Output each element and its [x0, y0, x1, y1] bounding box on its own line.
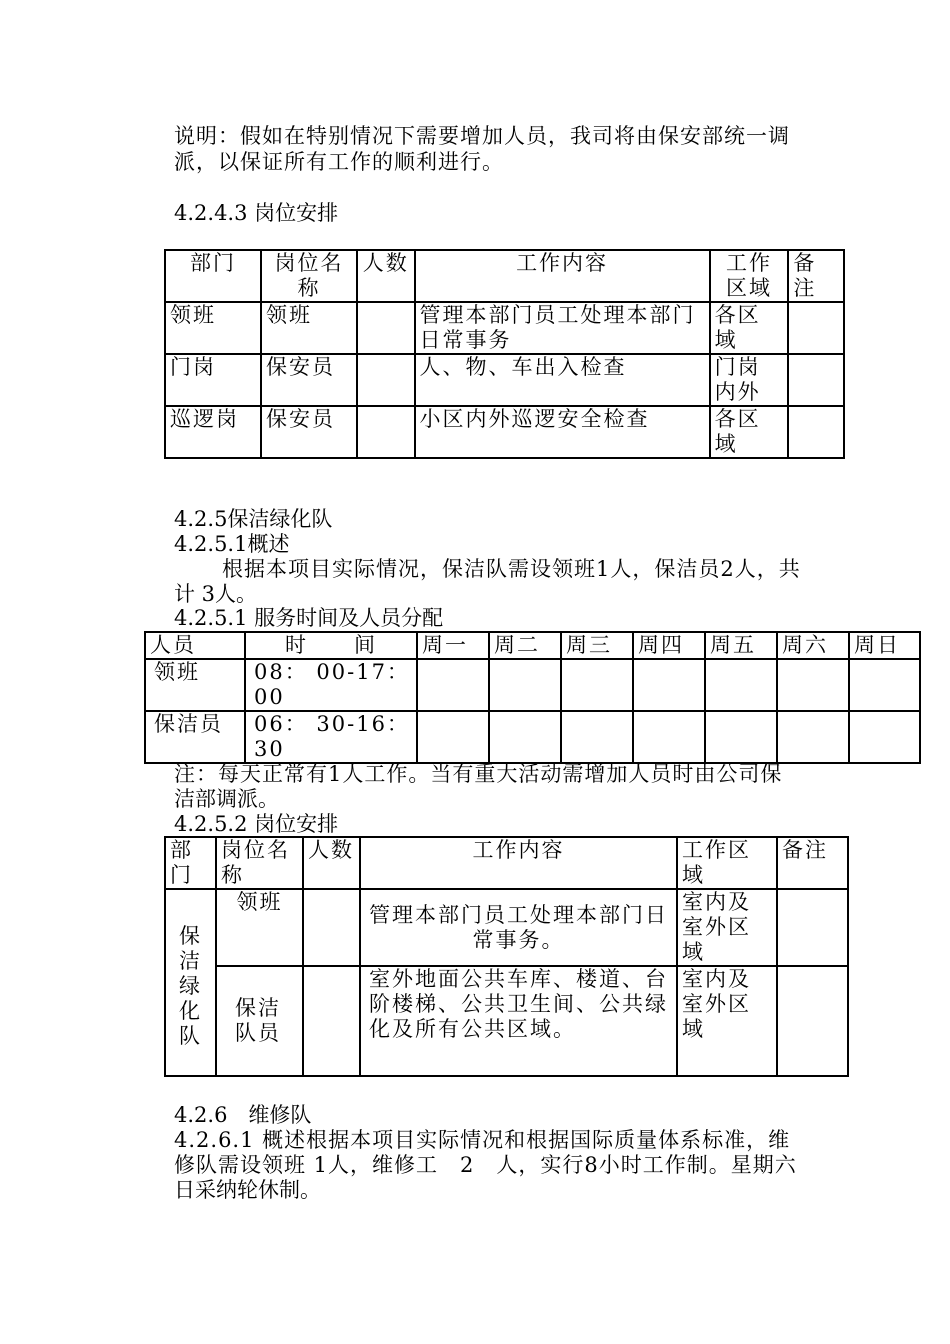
table-cell — [788, 406, 844, 458]
section-426-para-line-2: 修队需设领班 1人，维修工 2 人，实行8小时工作制。星期六 — [174, 1153, 797, 1177]
table-cell: 领班 — [145, 659, 245, 711]
section-426-para-line-3: 日采纳轮休制。 — [174, 1178, 321, 1202]
header-cell: 岗位名称 — [261, 250, 357, 302]
header-cell: 部门 — [165, 837, 216, 889]
header-cell: 人员 — [145, 632, 245, 659]
post-arrangement-table-2 — [164, 836, 849, 1077]
post-arrangement-table-1 — [164, 249, 845, 459]
table-cell: 室内及室外区域 — [677, 889, 777, 966]
table-row — [165, 354, 844, 406]
table-cell: 08： 00-17：00 — [245, 659, 417, 711]
table-cell: 保洁队员 — [216, 966, 303, 1076]
header-cell: 周一 — [417, 632, 489, 659]
header-cell: 人数 — [303, 837, 360, 889]
table-cell — [357, 302, 415, 354]
table-cell — [303, 889, 360, 966]
table-row — [145, 711, 920, 763]
table-cell — [561, 711, 633, 763]
header-cell: 工作区域 — [710, 250, 789, 302]
header-cell: 工作区域 — [677, 837, 777, 889]
table-cell — [849, 659, 920, 711]
section-426-para-line-1: 4.2.6.1 概述根据本项目实际情况和根据国际质量体系标准，维 — [174, 1128, 791, 1152]
header-cell: 周二 — [489, 632, 561, 659]
table-cell: 领班 — [216, 889, 303, 966]
header-cell: 周六 — [777, 632, 849, 659]
header-cell: 工作内容 — [360, 837, 677, 889]
table-cell: 人、物、车出入检查 — [415, 354, 710, 406]
note-line-2: 派，以保证所有工作的顺利进行。 — [174, 150, 504, 174]
header-cell: 岗位名称 — [216, 837, 303, 889]
department-cell: 保洁绿化队 — [165, 889, 216, 1076]
table-cell — [357, 354, 415, 406]
note-2-line-1: 注：每天正常有1人工作。当有重大活动需增加人员时由公司保 — [174, 762, 783, 786]
table-cell: 领班 — [261, 302, 357, 354]
table-cell — [788, 354, 844, 406]
section-4251-para-line-2: 计 3人。 — [174, 582, 258, 606]
note-2-line-2: 洁部调派。 — [174, 787, 279, 811]
table-cell: 06： 30-16：30 — [245, 711, 417, 763]
service-time-heading: 4.2.5.1 服务时间及人员分配 — [174, 606, 444, 630]
table-cell — [357, 406, 415, 458]
table-row — [165, 406, 844, 458]
table-cell — [849, 711, 920, 763]
table-cell: 管理本部门员工处理本部门日常事务 — [415, 302, 710, 354]
table-cell — [633, 711, 705, 763]
table-cell — [777, 659, 849, 711]
table-cell: 各区域 — [710, 302, 789, 354]
section-426-heading: 4.2.6 维修队 — [174, 1103, 312, 1127]
table-cell: 保安员 — [261, 406, 357, 458]
header-cell: 周日 — [849, 632, 920, 659]
header-cell: 备注 — [777, 837, 848, 889]
table-cell — [788, 302, 844, 354]
table-cell — [303, 966, 360, 1076]
table-cell: 保洁员 — [145, 711, 245, 763]
section-4251-para-line-1: 根据本项目实际情况，保洁队需设领班1人，保洁员2人，共 — [222, 557, 801, 581]
table-cell: 小区内外巡逻安全检查 — [415, 406, 710, 458]
section-4252-heading: 4.2.5.2 岗位安排 — [174, 812, 339, 836]
table-cell — [777, 966, 848, 1076]
section-4243-heading: 4.2.4.3 岗位安排 — [174, 201, 339, 225]
table-cell: 门岗内外 — [710, 354, 789, 406]
note-line-1: 说明：假如在特别情况下需要增加人员，我司将由保安部统一调 — [174, 124, 790, 148]
table-cell — [489, 711, 561, 763]
service-schedule-table — [144, 631, 921, 764]
table-cell — [417, 659, 489, 711]
header-cell: 周三 — [561, 632, 633, 659]
table-cell: 门岗 — [165, 354, 261, 406]
header-cell: 周五 — [705, 632, 777, 659]
table-row — [145, 659, 920, 711]
table-cell: 各区域 — [710, 406, 789, 458]
table-cell: 室内及室外区域 — [677, 966, 777, 1076]
header-cell: 周四 — [633, 632, 705, 659]
table-cell: 巡逻岗 — [165, 406, 261, 458]
header-cell: 部门 — [165, 250, 261, 302]
table-cell — [705, 711, 777, 763]
table-cell — [777, 711, 849, 763]
table-row — [165, 889, 848, 966]
section-425-heading: 4.2.5保洁绿化队 — [174, 507, 333, 531]
table-cell — [705, 659, 777, 711]
table-row — [165, 302, 844, 354]
table-row — [165, 966, 848, 1076]
table-cell — [417, 711, 489, 763]
table-header-row — [165, 837, 848, 889]
table-cell — [777, 889, 848, 966]
header-cell: 时 间 — [245, 632, 417, 659]
table-cell — [489, 659, 561, 711]
table-header-row — [165, 250, 844, 302]
table-cell: 保安员 — [261, 354, 357, 406]
table-cell — [561, 659, 633, 711]
header-cell: 备注 — [788, 250, 844, 302]
table-cell: 领班 — [165, 302, 261, 354]
section-4251-heading: 4.2.5.1概述 — [174, 532, 290, 556]
header-cell: 人数 — [357, 250, 415, 302]
table-cell — [633, 659, 705, 711]
table-cell: 管理本部门员工处理本部门日常事务。 — [360, 889, 677, 966]
table-header-row — [145, 632, 920, 659]
header-cell: 工作内容 — [415, 250, 710, 302]
table-cell: 室外地面公共车库、楼道、台阶楼梯、公共卫生间、公共绿化及所有公共区域。 — [360, 966, 677, 1076]
